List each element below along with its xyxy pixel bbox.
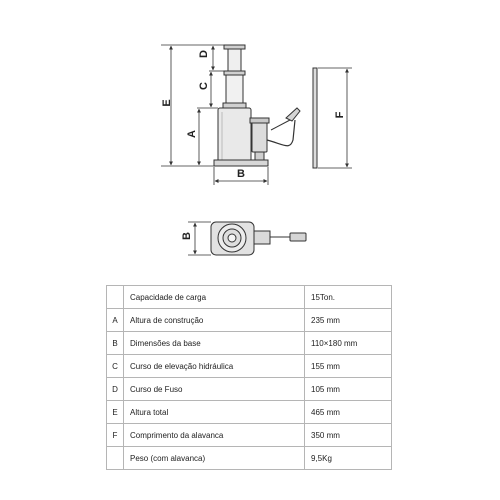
table-row <box>107 447 392 470</box>
spec-code: B <box>107 332 124 355</box>
cylinder-body <box>218 108 251 165</box>
spec-description: Altura total <box>124 401 305 424</box>
jack-top-view <box>211 222 306 255</box>
release-valve <box>286 108 300 121</box>
spec-description: Capacidade de carga <box>124 286 305 309</box>
ram-collar <box>223 103 246 108</box>
lever-rod <box>313 68 317 168</box>
table-row <box>107 401 392 424</box>
spec-code: A <box>107 309 124 332</box>
hose <box>267 120 295 146</box>
spec-value: 465 mm <box>305 401 392 424</box>
spec-code: E <box>107 401 124 424</box>
spec-code: F <box>107 424 124 447</box>
spec-description: Dimensões da base <box>124 332 305 355</box>
spec-value: 105 mm <box>305 378 392 401</box>
table-row <box>107 332 392 355</box>
table-row <box>107 355 392 378</box>
spec-value: 15Ton. <box>305 286 392 309</box>
dim-label-b-top: B <box>181 232 193 240</box>
spec-value: 350 mm <box>305 424 392 447</box>
spec-table <box>106 285 392 470</box>
spec-value: 155 mm <box>305 355 392 378</box>
dim-label-e: E <box>161 99 173 107</box>
dim-label-f: F <box>334 111 346 119</box>
spec-value: 110×180 mm <box>305 332 392 355</box>
table-row <box>107 378 392 401</box>
table-row <box>107 424 392 447</box>
spec-code <box>107 286 124 309</box>
spec-value: 9,5Kg <box>305 447 392 470</box>
spec-value: 235 mm <box>305 309 392 332</box>
top-pump <box>254 231 270 244</box>
jack-side-view <box>214 45 317 168</box>
table-row <box>107 286 392 309</box>
ram-upper <box>224 71 245 75</box>
pump-housing <box>252 122 267 152</box>
spec-code: C <box>107 355 124 378</box>
dim-label-d: D <box>198 50 210 58</box>
spec-code: D <box>107 378 124 401</box>
top-valve <box>290 233 306 241</box>
dim-label-c: C <box>198 82 210 90</box>
dim-label-b-side: B <box>237 168 245 180</box>
spec-description: Comprimento da alavanca <box>124 424 305 447</box>
spec-description: Altura de construção <box>124 309 305 332</box>
dim-label-a: A <box>186 130 198 138</box>
spec-description: Curso de Fuso <box>124 378 305 401</box>
spec-description: Peso (com alavanca) <box>124 447 305 470</box>
jack-base <box>214 160 268 166</box>
spec-code <box>107 447 124 470</box>
screw-spindle <box>228 49 241 71</box>
spec-description: Curso de elevação hidráulica <box>124 355 305 378</box>
screw-cap <box>224 45 245 49</box>
table-row <box>107 309 392 332</box>
ram <box>226 75 243 103</box>
